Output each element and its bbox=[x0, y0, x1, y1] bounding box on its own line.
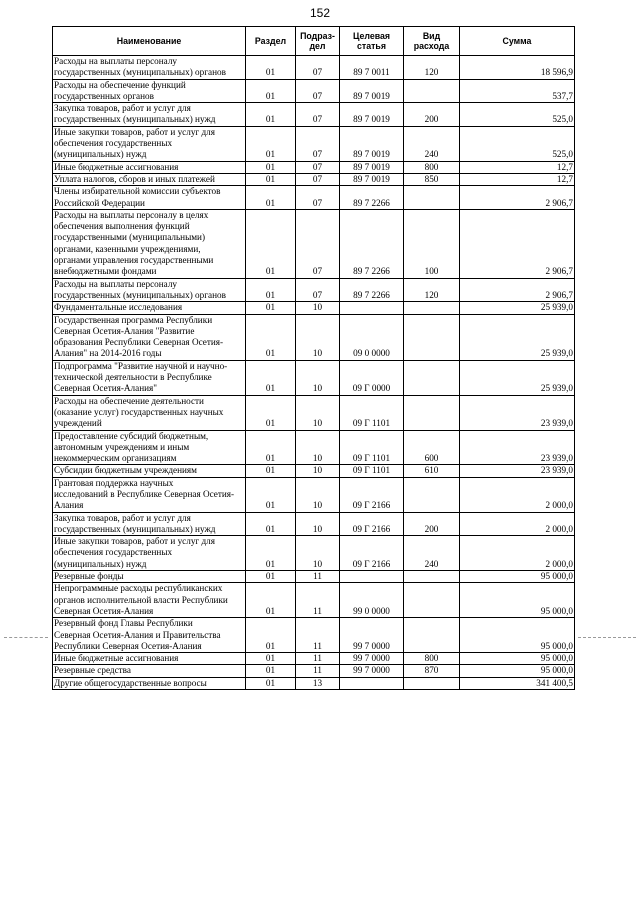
table-row bbox=[53, 536, 575, 571]
row-sum: 2 000,0 bbox=[460, 512, 575, 536]
row-name-line: технической деятельности в Республике bbox=[54, 372, 212, 383]
header-name: Наименование bbox=[53, 27, 246, 56]
row-expense-type bbox=[404, 302, 460, 314]
row-subsection: 07 bbox=[296, 56, 340, 80]
row-subsection: 07 bbox=[296, 126, 340, 161]
table-row bbox=[53, 583, 575, 618]
row-expense-type: 800 bbox=[404, 653, 460, 665]
row-target: 09 Г 1101 bbox=[340, 465, 404, 477]
row-section: 01 bbox=[246, 477, 296, 512]
table-header-row bbox=[53, 27, 575, 56]
row-name-line: образования Республики Северная Осетия- bbox=[54, 337, 224, 348]
table-row bbox=[53, 103, 575, 127]
row-name-cell bbox=[53, 56, 246, 80]
row-sum: 23 939,0 bbox=[460, 465, 575, 477]
row-name-line: Иные закупки товаров, работ и услуг для bbox=[54, 126, 215, 137]
row-subsection: 10 bbox=[296, 302, 340, 314]
row-name-line: Расходы на обеспечение функций bbox=[54, 79, 186, 90]
row-name-line: органами управления государственными bbox=[54, 255, 214, 266]
row-name-line: (оказание услуг) государственных научных bbox=[54, 406, 224, 417]
row-subsection: 10 bbox=[296, 512, 340, 536]
row-name-line: Алания bbox=[54, 500, 84, 511]
row-name-line: государственных (муниципальных) нужд bbox=[54, 523, 216, 534]
row-name-line: Иные бюджетные ассигнования bbox=[54, 161, 179, 172]
row-name-cell bbox=[53, 395, 246, 430]
row-section: 01 bbox=[246, 571, 296, 583]
row-sum: 2 000,0 bbox=[460, 536, 575, 571]
row-target: 89 7 2266 bbox=[340, 209, 404, 278]
row-target: 09 Г 1101 bbox=[340, 430, 404, 465]
row-name-line: Предоставление субсидий бюджетным, bbox=[54, 430, 209, 441]
row-name-cell bbox=[53, 653, 246, 665]
table-row bbox=[53, 360, 575, 395]
row-sum: 12,7 bbox=[460, 161, 575, 173]
row-name-line: (муниципальных) нужд bbox=[54, 149, 147, 160]
row-target: 89 7 0019 bbox=[340, 126, 404, 161]
table-row bbox=[53, 209, 575, 278]
row-target: 89 7 2266 bbox=[340, 186, 404, 210]
table-row bbox=[53, 126, 575, 161]
row-subsection: 11 bbox=[296, 665, 340, 677]
row-expense-type: 120 bbox=[404, 56, 460, 80]
row-sum: 95 000,0 bbox=[460, 571, 575, 583]
table-row bbox=[53, 395, 575, 430]
row-section: 01 bbox=[246, 395, 296, 430]
row-sum: 2 906,7 bbox=[460, 278, 575, 302]
row-subsection: 07 bbox=[296, 186, 340, 210]
row-name-line: государственных (муниципальных) нужд bbox=[54, 114, 216, 125]
row-name-cell bbox=[53, 209, 246, 278]
row-sum: 537,7 bbox=[460, 79, 575, 103]
row-name-cell bbox=[53, 512, 246, 536]
row-section: 01 bbox=[246, 302, 296, 314]
table-row bbox=[53, 302, 575, 314]
table-row bbox=[53, 465, 575, 477]
row-target: 09 Г 2166 bbox=[340, 512, 404, 536]
table-row bbox=[53, 314, 575, 360]
row-name-cell bbox=[53, 360, 246, 395]
row-name-cell bbox=[53, 536, 246, 571]
row-expense-type: 200 bbox=[404, 512, 460, 536]
row-name-line: Расходы на выплаты персоналу в целях bbox=[54, 209, 209, 220]
row-name-line: Закупка товаров, работ и услуг для bbox=[54, 512, 191, 523]
budget-table bbox=[52, 26, 575, 690]
row-target: 89 7 0019 bbox=[340, 173, 404, 185]
fold-line-right bbox=[578, 637, 636, 638]
page-number: 152 bbox=[309, 6, 331, 20]
row-name-cell bbox=[53, 583, 246, 618]
row-name-line: Грантовая поддержка научных bbox=[54, 477, 174, 488]
row-name-line: Подпрограмма "Развитие научной и научно- bbox=[54, 360, 228, 371]
row-name-line: обеспечения выполнения функций bbox=[54, 221, 190, 232]
row-sum: 25 939,0 bbox=[460, 302, 575, 314]
row-subsection: 10 bbox=[296, 430, 340, 465]
row-target: 89 7 0019 bbox=[340, 161, 404, 173]
row-expense-type bbox=[404, 395, 460, 430]
table-row bbox=[53, 430, 575, 465]
row-name-line: Расходы на обеспечение деятельности bbox=[54, 395, 204, 406]
row-subsection: 07 bbox=[296, 103, 340, 127]
row-name-cell bbox=[53, 186, 246, 210]
row-name-line: Северная Осетия-Алания "Развитие bbox=[54, 325, 195, 336]
row-name-line: Северная Осетия-Алания и Правительства bbox=[54, 629, 221, 640]
row-name-line: Республики Северная Осетия-Алания bbox=[54, 640, 202, 651]
row-name-line: обеспечения государственных bbox=[54, 138, 173, 149]
row-name-line: Резервные фонды bbox=[54, 571, 124, 582]
row-name-line: органами, казенными учреждениями, bbox=[54, 243, 201, 254]
header-target: Целевая статья bbox=[340, 27, 404, 56]
row-name-line: Непрограммные расходы республиканских bbox=[54, 583, 223, 594]
row-name-line: (муниципальных) нужд bbox=[54, 558, 147, 569]
row-name-line: Резервные средства bbox=[54, 665, 131, 676]
table-row bbox=[53, 477, 575, 512]
row-name-cell bbox=[53, 278, 246, 302]
table-row bbox=[53, 665, 575, 677]
row-subsection: 11 bbox=[296, 653, 340, 665]
row-subsection: 11 bbox=[296, 571, 340, 583]
row-name-line: Субсидии бюджетным учреждениям bbox=[54, 465, 197, 476]
row-subsection: 07 bbox=[296, 79, 340, 103]
row-name-cell bbox=[53, 79, 246, 103]
row-name-line: учреждений bbox=[54, 418, 102, 429]
row-name-line: Уплата налогов, сборов и иных платежей bbox=[54, 173, 215, 184]
row-name-cell bbox=[53, 465, 246, 477]
row-section: 01 bbox=[246, 56, 296, 80]
row-expense-type: 610 bbox=[404, 465, 460, 477]
row-target: 99 0 0000 bbox=[340, 583, 404, 618]
table-row bbox=[53, 278, 575, 302]
row-sum: 525,0 bbox=[460, 103, 575, 127]
row-section: 01 bbox=[246, 360, 296, 395]
row-expense-type: 100 bbox=[404, 209, 460, 278]
row-target: 09 Г 0000 bbox=[340, 360, 404, 395]
row-sum: 525,0 bbox=[460, 126, 575, 161]
row-sum: 25 939,0 bbox=[460, 314, 575, 360]
row-sum: 95 000,0 bbox=[460, 653, 575, 665]
row-expense-type: 600 bbox=[404, 430, 460, 465]
row-section: 01 bbox=[246, 536, 296, 571]
header-expense-type: Вид расхода bbox=[404, 27, 460, 56]
row-target: 89 7 0019 bbox=[340, 103, 404, 127]
table-row bbox=[53, 161, 575, 173]
table-row bbox=[53, 79, 575, 103]
row-section: 01 bbox=[246, 677, 296, 689]
row-section: 01 bbox=[246, 126, 296, 161]
row-name-cell bbox=[53, 173, 246, 185]
row-expense-type: 800 bbox=[404, 161, 460, 173]
row-sum: 95 000,0 bbox=[460, 583, 575, 618]
row-sum: 12,7 bbox=[460, 173, 575, 185]
row-expense-type bbox=[404, 360, 460, 395]
row-expense-type bbox=[404, 79, 460, 103]
row-section: 01 bbox=[246, 430, 296, 465]
row-expense-type bbox=[404, 314, 460, 360]
row-name-line: Другие общегосударственные вопросы bbox=[54, 677, 207, 688]
row-name-line: автономным учреждениям и иным bbox=[54, 441, 190, 452]
row-name-cell bbox=[53, 314, 246, 360]
row-section: 01 bbox=[246, 465, 296, 477]
row-sum: 25 939,0 bbox=[460, 360, 575, 395]
row-sum: 2 000,0 bbox=[460, 477, 575, 512]
row-name-cell bbox=[53, 126, 246, 161]
table-row bbox=[53, 186, 575, 210]
row-name-line: органов исполнительной власти Республики bbox=[54, 594, 228, 605]
row-subsection: 10 bbox=[296, 395, 340, 430]
row-name-line: Государственная программа Республики bbox=[54, 314, 213, 325]
row-section: 01 bbox=[246, 583, 296, 618]
row-sum: 23 939,0 bbox=[460, 395, 575, 430]
row-target: 09 Г 2166 bbox=[340, 477, 404, 512]
row-name-line: Члены избирательной комиссии субъектов bbox=[54, 186, 221, 197]
row-target: 99 7 0000 bbox=[340, 653, 404, 665]
row-section: 01 bbox=[246, 618, 296, 653]
row-name-line: некоммерческим организациям bbox=[54, 453, 177, 464]
row-subsection: 11 bbox=[296, 618, 340, 653]
row-sum: 95 000,0 bbox=[460, 618, 575, 653]
row-subsection: 10 bbox=[296, 465, 340, 477]
row-name-line: Северная Осетия-Алания bbox=[54, 605, 154, 616]
row-expense-type: 120 bbox=[404, 278, 460, 302]
row-subsection: 10 bbox=[296, 314, 340, 360]
row-subsection: 11 bbox=[296, 583, 340, 618]
fold-line-left bbox=[4, 637, 48, 638]
row-target: 89 7 0019 bbox=[340, 79, 404, 103]
row-target bbox=[340, 302, 404, 314]
header-subsection: Подраз- дел bbox=[296, 27, 340, 56]
row-section: 01 bbox=[246, 209, 296, 278]
row-target bbox=[340, 571, 404, 583]
row-subsection: 13 bbox=[296, 677, 340, 689]
row-name-cell bbox=[53, 302, 246, 314]
row-expense-type bbox=[404, 583, 460, 618]
row-name-cell bbox=[53, 618, 246, 653]
row-name-line: Северная Осетия-Алания" bbox=[54, 383, 158, 394]
row-expense-type: 200 bbox=[404, 103, 460, 127]
table-body bbox=[53, 56, 575, 690]
row-name-cell bbox=[53, 571, 246, 583]
row-name-line: Иные закупки товаров, работ и услуг для bbox=[54, 536, 215, 547]
row-name-line: Фундаментальные исследования bbox=[54, 302, 183, 313]
header-sum: Сумма bbox=[460, 27, 575, 56]
row-name-line: Расходы на выплаты персоналу bbox=[54, 278, 178, 289]
row-name-line: Иные бюджетные ассигнования bbox=[54, 653, 179, 664]
row-section: 01 bbox=[246, 314, 296, 360]
row-target: 89 7 2266 bbox=[340, 278, 404, 302]
table-row bbox=[53, 56, 575, 80]
row-name-line: внебюджетными фондами bbox=[54, 266, 157, 277]
row-expense-type bbox=[404, 677, 460, 689]
row-name-line: Российской Федерации bbox=[54, 197, 145, 208]
row-name-cell bbox=[53, 430, 246, 465]
row-name-line: Алания" на 2014-2016 годы bbox=[54, 348, 162, 359]
header-section: Раздел bbox=[246, 27, 296, 56]
row-sum: 2 906,7 bbox=[460, 186, 575, 210]
row-target: 09 0 0000 bbox=[340, 314, 404, 360]
row-section: 01 bbox=[246, 653, 296, 665]
row-sum: 2 906,7 bbox=[460, 209, 575, 278]
table-row bbox=[53, 173, 575, 185]
row-expense-type: 240 bbox=[404, 126, 460, 161]
row-name-cell bbox=[53, 665, 246, 677]
row-section: 01 bbox=[246, 512, 296, 536]
row-name-line: государственных (муниципальных) органов bbox=[54, 67, 226, 78]
row-section: 01 bbox=[246, 186, 296, 210]
row-target: 99 7 0000 bbox=[340, 618, 404, 653]
row-name-line: государственными (муниципальными) bbox=[54, 232, 206, 243]
table-row bbox=[53, 512, 575, 536]
row-name-cell bbox=[53, 103, 246, 127]
row-subsection: 07 bbox=[296, 161, 340, 173]
row-name-line: государственных органов bbox=[54, 90, 154, 101]
row-expense-type: 240 bbox=[404, 536, 460, 571]
table-row bbox=[53, 618, 575, 653]
row-sum: 18 596,9 bbox=[460, 56, 575, 80]
row-sum: 23 939,0 bbox=[460, 430, 575, 465]
row-name-cell bbox=[53, 677, 246, 689]
table-row bbox=[53, 653, 575, 665]
table-row bbox=[53, 677, 575, 689]
row-expense-type bbox=[404, 571, 460, 583]
row-subsection: 07 bbox=[296, 209, 340, 278]
row-expense-type: 870 bbox=[404, 665, 460, 677]
row-subsection: 10 bbox=[296, 477, 340, 512]
table-row bbox=[53, 571, 575, 583]
row-name-line: Резервный фонд Главы Республики bbox=[54, 618, 193, 629]
row-expense-type bbox=[404, 186, 460, 210]
row-subsection: 10 bbox=[296, 360, 340, 395]
row-subsection: 10 bbox=[296, 536, 340, 571]
row-target: 99 7 0000 bbox=[340, 665, 404, 677]
row-target: 09 Г 1101 bbox=[340, 395, 404, 430]
row-section: 01 bbox=[246, 278, 296, 302]
row-section: 01 bbox=[246, 79, 296, 103]
row-section: 01 bbox=[246, 161, 296, 173]
row-name-line: Расходы на выплаты персоналу bbox=[54, 56, 178, 66]
row-name-line: обеспечения государственных bbox=[54, 547, 173, 558]
row-expense-type bbox=[404, 477, 460, 512]
row-name-line: Закупка товаров, работ и услуг для bbox=[54, 103, 191, 114]
row-name-cell bbox=[53, 477, 246, 512]
row-name-cell bbox=[53, 161, 246, 173]
row-section: 01 bbox=[246, 665, 296, 677]
row-target: 09 Г 2166 bbox=[340, 536, 404, 571]
row-name-line: государственных (муниципальных) органов bbox=[54, 289, 226, 300]
row-expense-type: 850 bbox=[404, 173, 460, 185]
row-subsection: 07 bbox=[296, 173, 340, 185]
row-target bbox=[340, 677, 404, 689]
row-name-line: исследований в Республике Северная Осетия- bbox=[54, 488, 235, 499]
row-expense-type bbox=[404, 618, 460, 653]
row-sum: 95 000,0 bbox=[460, 665, 575, 677]
row-sum: 341 400,5 bbox=[460, 677, 575, 689]
row-subsection: 07 bbox=[296, 278, 340, 302]
row-target: 89 7 0011 bbox=[340, 56, 404, 80]
row-section: 01 bbox=[246, 103, 296, 127]
row-section: 01 bbox=[246, 173, 296, 185]
